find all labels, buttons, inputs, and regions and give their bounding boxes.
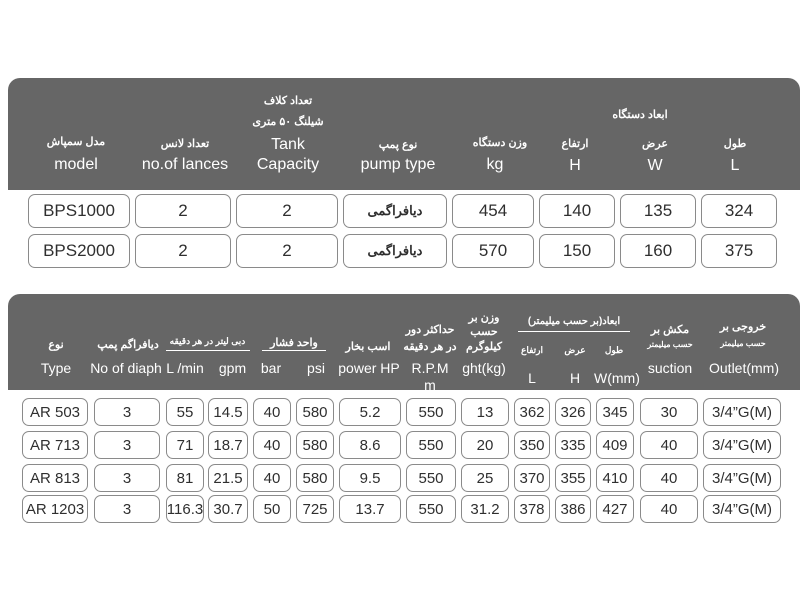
cell-pump <box>343 234 447 268</box>
header-model-fa: مدل سمپاش <box>46 136 106 148</box>
cell-wt: 31.2 <box>461 495 509 523</box>
cell-height: 140 <box>539 194 615 228</box>
cell-h: 355 <box>555 464 591 492</box>
cell-w: 409 <box>596 431 634 459</box>
header-dims-fa: ابعاد دستگاه <box>612 109 668 121</box>
header-diaph-fa: دیافراگم پمپ <box>97 339 159 351</box>
cell-lmin: 116.3 <box>166 495 204 523</box>
cell-height: 150 <box>539 234 615 268</box>
cell-hp: 5.2 <box>339 398 401 426</box>
header-lances-fa: تعداد لانس <box>160 138 210 150</box>
cell-wt: 13 <box>461 398 509 426</box>
header-rpm-fa1: حداکثر دور <box>405 324 455 336</box>
cell-rpm: 550 <box>406 398 456 426</box>
cell-diaph: 3 <box>94 398 160 426</box>
header-psi-en: psi <box>307 360 325 376</box>
cell-psi: 580 <box>296 398 334 426</box>
header-dims2-fa: ابعاد(بر حسب میلیمتر) <box>527 316 621 327</box>
header-type-fa: نوع <box>48 339 64 351</box>
header-h-en: H <box>569 370 581 386</box>
header-wt-fa3: کیلوگرم <box>466 341 502 353</box>
cell-pump-text: دیافراگمی <box>367 243 423 258</box>
cell-h: 335 <box>555 431 591 459</box>
header-hp-en: power HP <box>338 360 400 376</box>
header-suction-fa1: مکش بر <box>650 324 690 336</box>
cell-outlet: 3/4”G(M) <box>703 464 781 492</box>
cell-suction: 40 <box>640 431 698 459</box>
cell-width: 160 <box>620 234 696 268</box>
cell-psi: 580 <box>296 464 334 492</box>
header-len-fa: طول <box>604 345 624 355</box>
header-w-en: W(mm) <box>594 370 640 386</box>
header-l-en: L <box>528 370 536 386</box>
cell-pump-text: دیافراگمی <box>367 203 423 218</box>
header-pump-en: pump type <box>360 156 436 173</box>
cell-l: 362 <box>514 398 550 426</box>
header-diaph-en: No of diaph <box>90 360 162 376</box>
cell-diaph: 3 <box>94 431 160 459</box>
header-pump-fa: نوع پمپ <box>378 139 418 151</box>
cell-w: 410 <box>596 464 634 492</box>
header-height-fa: ارتفاع <box>561 138 589 150</box>
cell-lances: 2 <box>135 234 231 268</box>
cell-diaph: 3 <box>94 495 160 523</box>
cell-type: AR 713 <box>22 431 88 459</box>
header-suction-fa2: حسب میلیمتر <box>647 340 693 349</box>
cell-hp: 9.5 <box>339 464 401 492</box>
cell-w: 427 <box>596 495 634 523</box>
header-outlet-en: Outlet(mm) <box>709 360 779 376</box>
press-divider <box>262 350 326 351</box>
cell-psi: 725 <box>296 495 334 523</box>
cell-bar: 40 <box>253 464 291 492</box>
header-height-en: H <box>569 157 581 174</box>
cell-length: 375 <box>701 234 777 268</box>
header-wt-fa1: وزن بر <box>468 312 500 324</box>
header-outlet-fa1: خروجی بر <box>719 321 767 333</box>
cell-suction: 40 <box>640 464 698 492</box>
header-weight-fa: وزن دستگاه <box>472 137 528 149</box>
cell-type: AR 1203 <box>22 495 88 523</box>
header-tank-fa1: تعداد کلاف <box>263 95 313 107</box>
cell-suction: 40 <box>640 495 698 523</box>
cell-lmin: 81 <box>166 464 204 492</box>
dims-divider <box>518 331 630 332</box>
cell-pump <box>343 194 447 228</box>
cell-diaph: 3 <box>94 464 160 492</box>
header-lances-en: no.of lances <box>141 156 229 173</box>
cell-type: AR 503 <box>22 398 88 426</box>
cell-outlet: 3/4”G(M) <box>703 431 781 459</box>
header-rpm-en2: m <box>424 377 436 393</box>
cell-model: BPS1000 <box>28 194 130 228</box>
header-width-en: W <box>647 157 663 174</box>
cell-lances: 2 <box>135 194 231 228</box>
header-gpm-en: gpm <box>218 360 247 376</box>
cell-gpm: 14.5 <box>208 398 248 426</box>
cell-outlet: 3/4”G(M) <box>703 495 781 523</box>
cell-width: 135 <box>620 194 696 228</box>
cell-rpm: 550 <box>406 495 456 523</box>
header-rpm-fa2: در هر دقیقه <box>403 341 457 353</box>
cell-model: BPS2000 <box>28 234 130 268</box>
header-flow-fa: دبی لیتر در هر دقیقه <box>169 336 246 346</box>
cell-hp: 13.7 <box>339 495 401 523</box>
header-model-en: model <box>54 156 98 173</box>
flow-divider <box>166 350 250 351</box>
cell-wt: 20 <box>461 431 509 459</box>
cell-gpm: 30.7 <box>208 495 248 523</box>
cell-suction: 30 <box>640 398 698 426</box>
cell-gpm: 21.5 <box>208 464 248 492</box>
header-weight-en: kg <box>486 156 504 173</box>
header-tank-en2: Capacity <box>256 156 320 173</box>
header-wt-fa2: حسب <box>470 326 498 338</box>
cell-wt: 25 <box>461 464 509 492</box>
header-bar-en: bar <box>260 360 282 376</box>
header-tank-en1: Tank <box>271 136 305 153</box>
cell-type: AR 813 <box>22 464 88 492</box>
cell-l: 350 <box>514 431 550 459</box>
cell-rpm: 550 <box>406 464 456 492</box>
header-press-fa: واحد فشار <box>270 337 318 349</box>
cell-outlet: 3/4”G(M) <box>703 398 781 426</box>
cell-h: 386 <box>555 495 591 523</box>
header-length-en: L <box>730 157 740 174</box>
cell-w: 345 <box>596 398 634 426</box>
header-rpm-en1: R.P.M <box>411 360 449 376</box>
header-width-fa: عرض <box>642 138 668 150</box>
cell-psi: 580 <box>296 431 334 459</box>
header-suction-en: suction <box>647 360 693 376</box>
cell-lmin: 55 <box>166 398 204 426</box>
header-length-fa: طول <box>723 138 747 150</box>
cell-weight: 454 <box>452 194 534 228</box>
cell-tank: 2 <box>236 194 338 228</box>
header-lmin-en: L /min <box>166 360 204 376</box>
header-type-en: Type <box>40 360 72 376</box>
cell-tank: 2 <box>236 234 338 268</box>
header-w-fa: عرض <box>564 345 586 355</box>
cell-lmin: 71 <box>166 431 204 459</box>
cell-h: 326 <box>555 398 591 426</box>
cell-weight: 570 <box>452 234 534 268</box>
cell-l: 378 <box>514 495 550 523</box>
cell-bar: 50 <box>253 495 291 523</box>
cell-bar: 40 <box>253 431 291 459</box>
cell-length: 324 <box>701 194 777 228</box>
header-tank-fa2: شیلنگ ۵۰ متری <box>252 116 324 128</box>
header-h-fa: ارتفاع <box>520 345 544 355</box>
cell-hp: 8.6 <box>339 431 401 459</box>
cell-bar: 40 <box>253 398 291 426</box>
header-wt-en: ght(kg) <box>462 360 506 376</box>
cell-gpm: 18.7 <box>208 431 248 459</box>
header-hp-fa: اسب بخار <box>345 341 391 353</box>
header-outlet-fa2: حسب میلیمتر <box>720 339 766 348</box>
cell-rpm: 550 <box>406 431 456 459</box>
cell-l: 370 <box>514 464 550 492</box>
